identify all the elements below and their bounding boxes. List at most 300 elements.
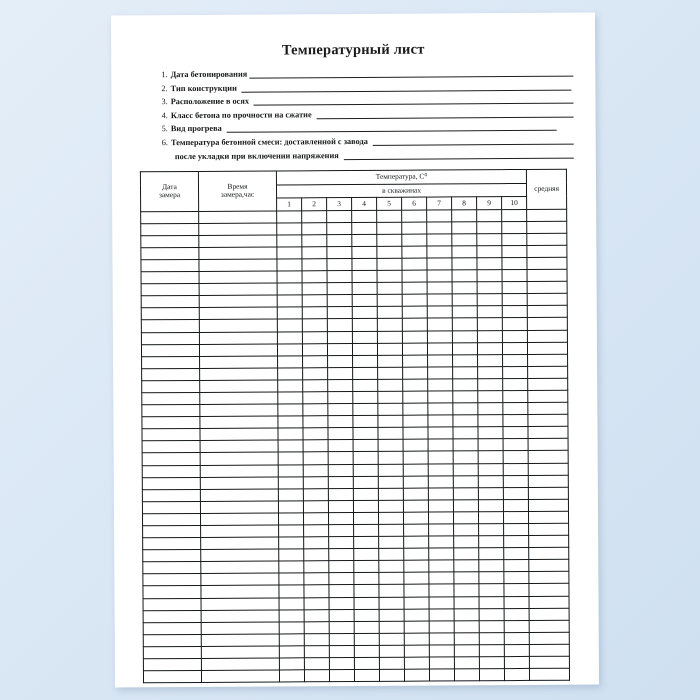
table-cell[interactable] — [477, 221, 502, 233]
table-cell[interactable] — [353, 476, 378, 488]
table-cell[interactable] — [328, 500, 353, 512]
table-cell[interactable] — [404, 560, 429, 572]
table-cell[interactable] — [141, 271, 199, 283]
table-cell[interactable] — [529, 632, 569, 644]
table-cell[interactable] — [502, 318, 527, 330]
table-cell[interactable] — [528, 402, 568, 414]
table-cell[interactable] — [302, 319, 327, 331]
table-cell[interactable] — [428, 512, 453, 524]
table-cell[interactable] — [304, 597, 329, 609]
table-cell[interactable] — [141, 259, 199, 271]
table-cell[interactable] — [278, 392, 303, 404]
table-cell[interactable] — [353, 391, 378, 403]
table-cell[interactable] — [503, 475, 528, 487]
table-cell[interactable] — [304, 549, 329, 561]
table-cell[interactable] — [502, 306, 527, 318]
table-cell[interactable] — [278, 356, 303, 368]
table-cell[interactable] — [352, 307, 377, 319]
table-cell[interactable] — [277, 259, 302, 271]
table-cell[interactable] — [304, 573, 329, 585]
table-cell[interactable] — [404, 621, 429, 633]
field-underline[interactable] — [242, 81, 572, 92]
table-cell[interactable] — [503, 511, 528, 523]
table-cell[interactable] — [404, 669, 429, 681]
table-cell[interactable] — [303, 380, 328, 392]
table-cell[interactable] — [279, 573, 304, 585]
table-cell[interactable] — [279, 549, 304, 561]
table-cell[interactable] — [404, 633, 429, 645]
table-cell[interactable] — [278, 452, 303, 464]
table-cell[interactable] — [352, 319, 377, 331]
table-cell[interactable] — [504, 632, 529, 644]
table-cell[interactable] — [429, 645, 454, 657]
table-cell[interactable] — [377, 210, 402, 222]
table-cell[interactable] — [503, 378, 528, 390]
table-cell[interactable] — [142, 356, 200, 368]
table-cell[interactable] — [502, 269, 527, 281]
table-cell[interactable] — [529, 523, 569, 535]
table-cell[interactable] — [428, 451, 453, 463]
table-cell[interactable] — [453, 475, 478, 487]
table-cell[interactable] — [403, 379, 428, 391]
table-cell[interactable] — [199, 307, 277, 320]
table-cell[interactable] — [452, 221, 477, 233]
table-cell[interactable] — [328, 464, 353, 476]
table-cell[interactable] — [404, 572, 429, 584]
table-cell[interactable] — [379, 560, 404, 572]
table-cell[interactable] — [279, 537, 304, 549]
table-cell[interactable] — [454, 620, 479, 632]
table-cell[interactable] — [143, 550, 201, 562]
table-cell[interactable] — [327, 271, 352, 283]
table-cell[interactable] — [199, 344, 277, 357]
table-cell[interactable] — [142, 368, 200, 380]
table-cell[interactable] — [503, 487, 528, 499]
table-cell[interactable] — [379, 548, 404, 560]
table-cell[interactable] — [143, 562, 201, 574]
table-cell[interactable] — [303, 404, 328, 416]
table-cell[interactable] — [327, 331, 352, 343]
table-cell[interactable] — [302, 247, 327, 259]
table-cell[interactable] — [327, 258, 352, 270]
table-cell[interactable] — [528, 390, 568, 402]
table-cell[interactable] — [477, 233, 502, 245]
table-cell[interactable] — [478, 475, 503, 487]
table-cell[interactable] — [352, 270, 377, 282]
table-cell[interactable] — [428, 476, 453, 488]
table-cell[interactable] — [378, 367, 403, 379]
table-cell[interactable] — [354, 609, 379, 621]
table-cell[interactable] — [199, 259, 277, 272]
table-cell[interactable] — [504, 644, 529, 656]
table-cell[interactable] — [527, 306, 567, 318]
table-cell[interactable] — [329, 670, 354, 682]
table-cell[interactable] — [329, 621, 354, 633]
table-cell[interactable] — [279, 609, 304, 621]
table-cell[interactable] — [479, 669, 504, 681]
table-cell[interactable] — [352, 246, 377, 258]
table-cell[interactable] — [302, 222, 327, 234]
table-cell[interactable] — [329, 537, 354, 549]
table-cell[interactable] — [502, 257, 527, 269]
table-cell[interactable] — [303, 440, 328, 452]
table-cell[interactable] — [502, 330, 527, 342]
table-cell[interactable] — [504, 656, 529, 668]
table-cell[interactable] — [379, 585, 404, 597]
table-cell[interactable] — [403, 476, 428, 488]
table-cell[interactable] — [428, 403, 453, 415]
table-cell[interactable] — [327, 319, 352, 331]
table-cell[interactable] — [502, 282, 527, 294]
table-cell[interactable] — [352, 282, 377, 294]
table-cell[interactable] — [478, 354, 503, 366]
table-cell[interactable] — [452, 318, 477, 330]
table-cell[interactable] — [303, 416, 328, 428]
table-cell[interactable] — [403, 512, 428, 524]
table-cell[interactable] — [479, 632, 504, 644]
table-cell[interactable] — [303, 355, 328, 367]
table-cell[interactable] — [142, 392, 200, 404]
table-cell[interactable] — [143, 610, 201, 622]
table-cell[interactable] — [200, 428, 278, 441]
table-cell[interactable] — [403, 500, 428, 512]
table-cell[interactable] — [141, 211, 199, 223]
table-cell[interactable] — [452, 270, 477, 282]
table-cell[interactable] — [428, 367, 453, 379]
table-cell[interactable] — [453, 439, 478, 451]
table-cell[interactable] — [404, 645, 429, 657]
table-cell[interactable] — [502, 221, 527, 233]
table-cell[interactable] — [279, 646, 304, 658]
table-cell[interactable] — [329, 658, 354, 670]
table-cell[interactable] — [200, 404, 278, 417]
table-cell[interactable] — [504, 560, 529, 572]
table-cell[interactable] — [278, 476, 303, 488]
table-cell[interactable] — [402, 331, 427, 343]
table-cell[interactable] — [200, 501, 278, 514]
table-cell[interactable] — [479, 645, 504, 657]
table-cell[interactable] — [454, 657, 479, 669]
table-cell[interactable] — [379, 633, 404, 645]
table-cell[interactable] — [429, 572, 454, 584]
table-cell[interactable] — [529, 584, 569, 596]
table-cell[interactable] — [278, 501, 303, 513]
table-cell[interactable] — [453, 451, 478, 463]
table-cell[interactable] — [477, 245, 502, 257]
table-cell[interactable] — [354, 524, 379, 536]
table-cell[interactable] — [143, 671, 201, 683]
table-cell[interactable] — [528, 342, 568, 354]
table-cell[interactable] — [329, 525, 354, 537]
table-cell[interactable] — [452, 330, 477, 342]
field-underline[interactable] — [227, 122, 557, 133]
table-cell[interactable] — [302, 234, 327, 246]
table-cell[interactable] — [379, 536, 404, 548]
table-cell[interactable] — [427, 330, 452, 342]
table-cell[interactable] — [277, 307, 302, 319]
table-cell[interactable] — [478, 403, 503, 415]
table-cell[interactable] — [378, 403, 403, 415]
table-cell[interactable] — [199, 271, 277, 284]
table-cell[interactable] — [478, 378, 503, 390]
table-cell[interactable] — [143, 538, 201, 550]
table-cell[interactable] — [201, 585, 279, 598]
table-cell[interactable] — [428, 379, 453, 391]
table-cell[interactable] — [503, 463, 528, 475]
table-cell[interactable] — [504, 548, 529, 560]
table-cell[interactable] — [302, 295, 327, 307]
table-cell[interactable] — [378, 488, 403, 500]
table-cell[interactable] — [428, 427, 453, 439]
table-cell[interactable] — [353, 464, 378, 476]
table-cell[interactable] — [302, 307, 327, 319]
table-cell[interactable] — [278, 404, 303, 416]
table-cell[interactable] — [353, 488, 378, 500]
table-cell[interactable] — [453, 403, 478, 415]
table-cell[interactable] — [303, 452, 328, 464]
table-cell[interactable] — [304, 621, 329, 633]
table-cell[interactable] — [201, 670, 279, 683]
table-cell[interactable] — [353, 500, 378, 512]
table-cell[interactable] — [354, 645, 379, 657]
table-cell[interactable] — [379, 657, 404, 669]
table-cell[interactable] — [428, 488, 453, 500]
table-cell[interactable] — [429, 657, 454, 669]
table-cell[interactable] — [329, 609, 354, 621]
table-cell[interactable] — [378, 476, 403, 488]
table-cell[interactable] — [402, 306, 427, 318]
table-cell[interactable] — [453, 512, 478, 524]
table-cell[interactable] — [429, 621, 454, 633]
table-cell[interactable] — [142, 429, 200, 441]
table-cell[interactable] — [304, 561, 329, 573]
table-cell[interactable] — [429, 596, 454, 608]
table-cell[interactable] — [278, 440, 303, 452]
table-cell[interactable] — [200, 380, 278, 393]
table-cell[interactable] — [478, 499, 503, 511]
table-cell[interactable] — [143, 634, 201, 646]
table-cell[interactable] — [504, 536, 529, 548]
table-cell[interactable] — [354, 573, 379, 585]
table-cell[interactable] — [478, 391, 503, 403]
table-cell[interactable] — [504, 523, 529, 535]
table-cell[interactable] — [454, 572, 479, 584]
table-cell[interactable] — [428, 355, 453, 367]
table-cell[interactable] — [278, 428, 303, 440]
table-cell[interactable] — [143, 586, 201, 598]
table-cell[interactable] — [478, 512, 503, 524]
table-cell[interactable] — [477, 282, 502, 294]
table-cell[interactable] — [327, 222, 352, 234]
table-cell[interactable] — [327, 283, 352, 295]
table-cell[interactable] — [527, 293, 567, 305]
table-cell[interactable] — [452, 342, 477, 354]
table-cell[interactable] — [200, 416, 278, 429]
table-cell[interactable] — [141, 332, 199, 344]
table-cell[interactable] — [142, 405, 200, 417]
table-cell[interactable] — [328, 428, 353, 440]
table-cell[interactable] — [527, 245, 567, 257]
table-cell[interactable] — [302, 210, 327, 222]
table-cell[interactable] — [279, 658, 304, 670]
table-cell[interactable] — [379, 669, 404, 681]
table-cell[interactable] — [303, 476, 328, 488]
table-cell[interactable] — [503, 415, 528, 427]
table-cell[interactable] — [143, 646, 201, 658]
table-cell[interactable] — [302, 259, 327, 271]
table-cell[interactable] — [404, 536, 429, 548]
table-cell[interactable] — [141, 296, 199, 308]
table-cell[interactable] — [201, 573, 279, 586]
table-cell[interactable] — [353, 367, 378, 379]
table-cell[interactable] — [378, 427, 403, 439]
table-cell[interactable] — [378, 440, 403, 452]
table-cell[interactable] — [377, 319, 402, 331]
table-cell[interactable] — [142, 453, 200, 465]
table-cell[interactable] — [528, 378, 568, 390]
table-cell[interactable] — [478, 463, 503, 475]
table-cell[interactable] — [143, 525, 201, 537]
table-cell[interactable] — [327, 295, 352, 307]
table-cell[interactable] — [378, 464, 403, 476]
table-cell[interactable] — [429, 633, 454, 645]
table-cell[interactable] — [379, 573, 404, 585]
table-cell[interactable] — [452, 246, 477, 258]
table-cell[interactable] — [529, 572, 569, 584]
table-cell[interactable] — [404, 585, 429, 597]
table-cell[interactable] — [200, 452, 278, 465]
table-cell[interactable] — [279, 561, 304, 573]
table-cell[interactable] — [478, 487, 503, 499]
table-cell[interactable] — [527, 318, 567, 330]
table-cell[interactable] — [403, 391, 428, 403]
table-cell[interactable] — [328, 379, 353, 391]
table-cell[interactable] — [199, 295, 277, 308]
table-cell[interactable] — [352, 210, 377, 222]
table-cell[interactable] — [428, 500, 453, 512]
table-cell[interactable] — [303, 513, 328, 525]
table-cell[interactable] — [302, 331, 327, 343]
table-cell[interactable] — [328, 367, 353, 379]
table-cell[interactable] — [277, 283, 302, 295]
table-cell[interactable] — [504, 608, 529, 620]
table-cell[interactable] — [142, 441, 200, 453]
table-cell[interactable] — [354, 549, 379, 561]
table-cell[interactable] — [199, 283, 277, 296]
table-cell[interactable] — [354, 561, 379, 573]
table-cell[interactable] — [427, 234, 452, 246]
table-cell[interactable] — [143, 658, 201, 670]
table-cell[interactable] — [429, 584, 454, 596]
table-cell[interactable] — [479, 548, 504, 560]
table-cell[interactable] — [529, 547, 569, 559]
table-cell[interactable] — [354, 621, 379, 633]
table-cell[interactable] — [504, 572, 529, 584]
table-cell[interactable] — [529, 499, 569, 511]
table-cell[interactable] — [527, 257, 567, 269]
table-cell[interactable] — [527, 209, 567, 221]
table-cell[interactable] — [327, 234, 352, 246]
table-cell[interactable] — [329, 585, 354, 597]
table-cell[interactable] — [352, 331, 377, 343]
table-cell[interactable] — [201, 634, 279, 647]
table-cell[interactable] — [142, 513, 200, 525]
table-cell[interactable] — [479, 657, 504, 669]
table-cell[interactable] — [403, 464, 428, 476]
table-cell[interactable] — [503, 499, 528, 511]
table-cell[interactable] — [502, 342, 527, 354]
table-cell[interactable] — [403, 488, 428, 500]
table-cell[interactable] — [378, 379, 403, 391]
table-cell[interactable] — [378, 415, 403, 427]
table-cell[interactable] — [452, 282, 477, 294]
table-cell[interactable] — [427, 246, 452, 258]
table-cell[interactable] — [429, 609, 454, 621]
table-cell[interactable] — [454, 536, 479, 548]
table-cell[interactable] — [279, 525, 304, 537]
table-cell[interactable] — [403, 367, 428, 379]
table-cell[interactable] — [201, 525, 279, 538]
table-cell[interactable] — [354, 657, 379, 669]
table-cell[interactable] — [353, 428, 378, 440]
table-cell[interactable] — [199, 247, 277, 260]
table-cell[interactable] — [200, 356, 278, 369]
table-cell[interactable] — [452, 209, 477, 221]
table-cell[interactable] — [354, 536, 379, 548]
table-cell[interactable] — [377, 234, 402, 246]
table-cell[interactable] — [328, 391, 353, 403]
table-cell[interactable] — [504, 596, 529, 608]
table-cell[interactable] — [353, 379, 378, 391]
table-cell[interactable] — [303, 392, 328, 404]
table-cell[interactable] — [353, 403, 378, 415]
table-cell[interactable] — [141, 235, 199, 247]
table-cell[interactable] — [142, 489, 200, 501]
table-cell[interactable] — [377, 222, 402, 234]
table-cell[interactable] — [479, 596, 504, 608]
table-cell[interactable] — [454, 524, 479, 536]
table-cell[interactable] — [143, 574, 201, 586]
table-cell[interactable] — [379, 524, 404, 536]
table-cell[interactable] — [477, 318, 502, 330]
table-cell[interactable] — [379, 621, 404, 633]
table-cell[interactable] — [504, 669, 529, 681]
table-cell[interactable] — [528, 475, 568, 487]
table-cell[interactable] — [527, 330, 567, 342]
table-cell[interactable] — [302, 283, 327, 295]
table-cell[interactable] — [527, 233, 567, 245]
table-cell[interactable] — [529, 620, 569, 632]
table-cell[interactable] — [504, 584, 529, 596]
table-cell[interactable] — [477, 270, 502, 282]
table-cell[interactable] — [303, 367, 328, 379]
table-cell[interactable] — [403, 451, 428, 463]
table-cell[interactable] — [352, 295, 377, 307]
table-cell[interactable] — [352, 343, 377, 355]
table-cell[interactable] — [304, 525, 329, 537]
table-cell[interactable] — [327, 307, 352, 319]
table-cell[interactable] — [304, 537, 329, 549]
table-cell[interactable] — [277, 319, 302, 331]
table-cell[interactable] — [377, 307, 402, 319]
table-cell[interactable] — [200, 368, 278, 381]
table-cell[interactable] — [328, 476, 353, 488]
table-cell[interactable] — [404, 657, 429, 669]
table-cell[interactable] — [479, 584, 504, 596]
table-cell[interactable] — [141, 320, 199, 332]
table-cell[interactable] — [427, 342, 452, 354]
table-cell[interactable] — [303, 464, 328, 476]
